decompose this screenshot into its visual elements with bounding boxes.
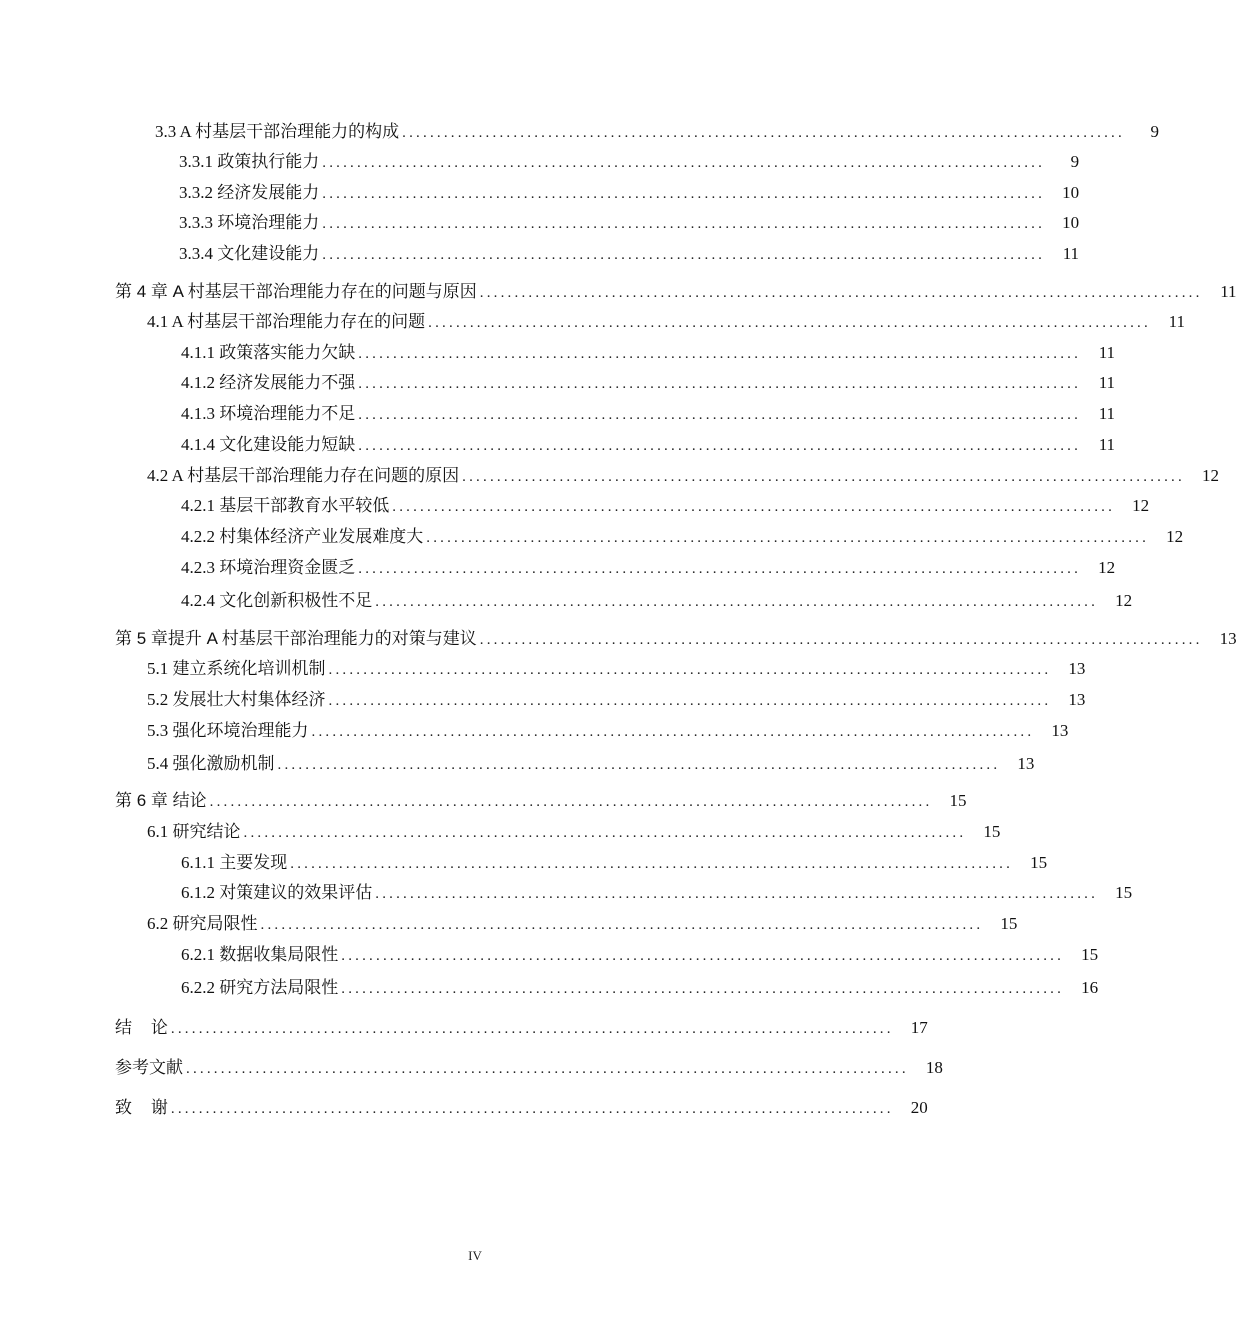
toc-leader-dots: ........................................................................................................ [426, 530, 1150, 546]
toc-entry[interactable] [0, 912, 1018, 936]
toc-chapter-entry[interactable] [0, 280, 1237, 304]
toc-entry-page: 13 [1068, 659, 1086, 678]
toc-leader-dots: ........................................................................................................ [392, 499, 1116, 515]
toc-entry-label: 5.2 发展壮大村集体经济 [147, 690, 326, 709]
toc-entry-page: 12 [1166, 527, 1184, 546]
toc-entry-page: 11 [1098, 435, 1116, 454]
toc-chapter-entry[interactable] [0, 789, 967, 813]
toc-entry-label: 5.3 强化环境治理能力 [147, 721, 309, 740]
toc-entry-page: 11 [1098, 373, 1116, 392]
toc-entry-page: 17 [910, 1018, 928, 1037]
toc-chapter-entry[interactable] [0, 627, 1237, 651]
toc-leader-dots: ........................................................................................................ [322, 155, 1046, 171]
toc-leader-dots: ........................................................................................................ [375, 886, 1099, 902]
toc-entry-label: 4.1.3 环境治理能力不足 [181, 404, 356, 423]
toc-leader-dots: ........................................................................................................ [322, 247, 1046, 263]
toc-leader-dots: ........................................................................................................ [462, 469, 1185, 485]
toc-entry-label: 4.2 A 村基层干部治理能力存在问题的原因 [147, 466, 460, 485]
toc-entry-page: 10 [1062, 213, 1080, 232]
toc-entry-label: 4.1 A 村基层干部治理能力存在的问题 [147, 312, 426, 331]
toc-leader-dots: ........................................................................................................ [358, 376, 1082, 392]
toc-chapter-entry[interactable] [0, 1016, 950, 1040]
toc-entry[interactable] [0, 752, 1035, 776]
toc-entry-label: 4.2.4 文化创新积极性不足 [181, 591, 373, 610]
toc-entry-label: 第 4 章 A 村基层干部治理能力存在的问题与原因 [115, 282, 477, 301]
toc-entry[interactable] [0, 657, 1086, 681]
toc-entry[interactable] [0, 181, 1080, 205]
toc-leader-dots: ........................................................................................................ [243, 825, 967, 841]
toc-leader-dots: ........................................................................................................ [170, 1101, 894, 1117]
toc-entry-page: 13 [1017, 754, 1035, 773]
toc-entry-label: 3.3.1 政策执行能力 [179, 152, 320, 171]
toc-entry-page: 15 [949, 791, 967, 810]
toc-entry-label: 5.4 强化激励机制 [147, 754, 275, 773]
toc-chapter-entry[interactable] [0, 1096, 950, 1120]
toc-leader-dots: ........................................................................................................ [358, 407, 1082, 423]
toc-entry[interactable] [0, 341, 1116, 365]
toc-entry[interactable] [0, 150, 1080, 174]
toc-leader-dots: ........................................................................................................ [428, 315, 1151, 331]
toc-entry[interactable] [0, 943, 1099, 967]
toc-entry-page: 12 [1201, 466, 1219, 485]
toc-entry-page: 12 [1132, 496, 1150, 515]
toc-entry[interactable] [0, 242, 1080, 266]
toc-entry-label: 6.2 研究局限性 [147, 914, 258, 933]
toc-entry[interactable] [0, 525, 1184, 549]
toc-entry-page: 11 [1098, 343, 1116, 362]
toc-leader-dots: ........................................................................................................ [402, 125, 1125, 141]
toc-entry-page: 15 [1000, 914, 1018, 933]
toc-entry-page: 15 [983, 822, 1001, 841]
toc-entry-page: 16 [1081, 978, 1099, 997]
toc-entry-page: 12 [1115, 591, 1133, 610]
toc-leader-dots: ........................................................................................................ [358, 346, 1082, 362]
toc-entry-page: 18 [925, 1058, 943, 1077]
toc-leader-dots: ........................................................................................................ [260, 917, 984, 933]
toc-leader-dots: ........................................................................................................ [328, 662, 1052, 678]
toc-leader-dots: ........................................................................................................ [479, 632, 1203, 648]
toc-entry-label: 6.2.1 数据收集局限性 [181, 945, 339, 964]
toc-entry[interactable] [0, 881, 1133, 905]
toc-entry-label: 6.1.2 对策建议的效果评估 [181, 883, 373, 902]
toc-entry-page: 15 [1115, 883, 1133, 902]
toc-leader-dots: ........................................................................................................ [170, 1021, 894, 1037]
toc-leader-dots: ........................................................................................................ [290, 856, 1014, 872]
toc-entry-page: 13 [1219, 629, 1237, 648]
toc-entry-page: 13 [1051, 721, 1069, 740]
toc-entry-page: 9 [1150, 122, 1159, 141]
toc-entry-page: 11 [1220, 282, 1237, 301]
toc-entry[interactable] [0, 310, 1185, 334]
toc-entry-page: 11 [1168, 312, 1185, 331]
toc-entry-label: 3.3.2 经济发展能力 [179, 183, 320, 202]
toc-entry-label: 致 谢 [115, 1098, 168, 1117]
toc-entry-page: 12 [1098, 558, 1116, 577]
toc-leader-dots: ........................................................................................................ [311, 724, 1035, 740]
toc-leader-dots: ........................................................................................................ [479, 285, 1203, 301]
toc-leader-dots: ........................................................................................................ [358, 438, 1082, 454]
toc-leader-dots: ........................................................................................................ [341, 981, 1065, 997]
toc-entry-label: 3.3 A 村基层干部治理能力的构成 [155, 122, 400, 141]
toc-entry-label: 6.2.2 研究方法局限性 [181, 978, 339, 997]
toc-leader-dots: ........................................................................................................ [328, 693, 1052, 709]
toc-leader-dots: ........................................................................................................ [277, 757, 1001, 773]
toc-entry-label: 结 论 [115, 1018, 168, 1037]
toc-entry[interactable] [0, 719, 1069, 743]
toc-entry-label: 第 6 章 结论 [115, 791, 207, 810]
toc-entry-label: 5.1 建立系统化培训机制 [147, 659, 326, 678]
toc-entry-page: 15 [1030, 853, 1048, 872]
toc-leader-dots: ........................................................................................................ [322, 186, 1046, 202]
toc-entry-label: 4.2.3 环境治理资金匮乏 [181, 558, 356, 577]
toc-entry-label: 3.3.3 环境治理能力 [179, 213, 320, 232]
toc-entry-label: 6.1.1 主要发现 [181, 853, 288, 872]
toc-entry[interactable] [0, 211, 1080, 235]
toc-entry[interactable] [0, 433, 1116, 457]
toc-entry-label: 3.3.4 文化建设能力 [179, 244, 320, 263]
toc-entry[interactable] [0, 402, 1116, 426]
toc-chapter-entry[interactable] [0, 1056, 950, 1080]
toc-entry-page: 9 [1070, 152, 1080, 171]
toc-entry[interactable] [0, 494, 1150, 518]
toc-entry[interactable] [0, 820, 1001, 844]
page-number: IV [468, 1248, 482, 1263]
toc-entry[interactable] [0, 851, 1048, 875]
toc-entry[interactable] [0, 556, 1116, 580]
toc-entry-label: 6.1 研究结论 [147, 822, 241, 841]
toc-entry[interactable] [0, 371, 1116, 395]
toc-entry[interactable] [0, 464, 1219, 488]
toc-leader-dots: ........................................................................................................ [358, 561, 1082, 577]
toc-entry-label: 第 5 章提升 A 村基层干部治理能力的对策与建议 [115, 629, 477, 648]
toc-leader-dots: ........................................................................................................ [322, 216, 1046, 232]
toc-entry-page: 13 [1068, 690, 1086, 709]
toc-leader-dots: ........................................................................................................ [341, 948, 1065, 964]
toc-entry-label: 参考文献 [115, 1058, 183, 1077]
toc-entry-label: 4.2.1 基层干部教育水平较低 [181, 496, 390, 515]
toc-entry-page: 15 [1081, 945, 1099, 964]
toc-entry-page: 10 [1062, 183, 1080, 202]
toc-entry-page: 11 [1062, 244, 1080, 263]
toc-entry[interactable] [0, 120, 1159, 144]
toc-entry-label: 4.1.2 经济发展能力不强 [181, 373, 356, 392]
toc-entry[interactable] [0, 688, 1086, 712]
toc-entry-page: 11 [1098, 404, 1116, 423]
toc-entry-page: 20 [910, 1098, 928, 1117]
toc-leader-dots: ........................................................................................................ [186, 1061, 909, 1077]
toc-entry-label: 4.1.1 政策落实能力欠缺 [181, 343, 356, 362]
toc-leader-dots: ........................................................................................................ [375, 594, 1099, 610]
toc-entry[interactable] [0, 976, 1099, 1000]
toc-entry-label: 4.1.4 文化建设能力短缺 [181, 435, 356, 454]
toc-entry-label: 4.2.2 村集体经济产业发展难度大 [181, 527, 424, 546]
toc-entry[interactable] [0, 589, 1133, 613]
toc-leader-dots: ........................................................................................................ [209, 794, 933, 810]
